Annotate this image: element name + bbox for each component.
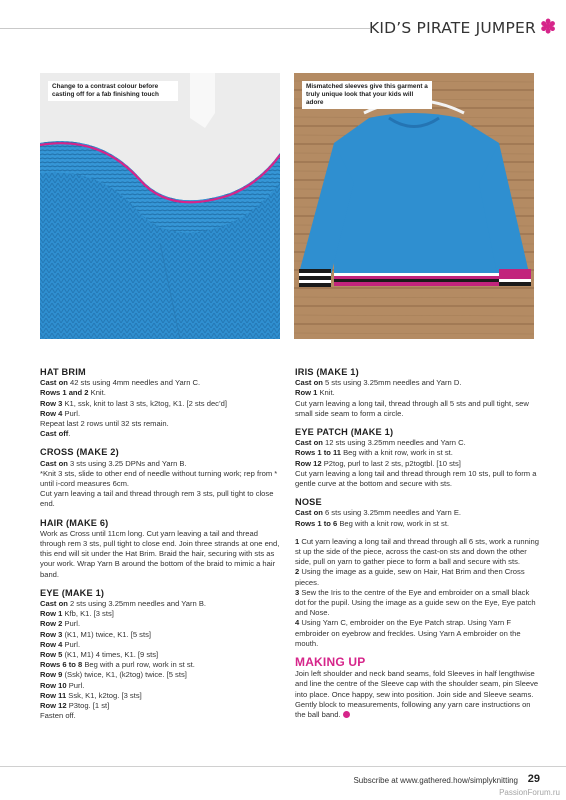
star-icon: ✽	[540, 17, 556, 38]
instruction-line: Row 1 Knit.	[295, 388, 335, 398]
finishing-step: 2 Using the image as a guide, sew on Hair, Hat Brim and then Cross pieces.	[295, 567, 525, 587]
hat-brim-heading: HAT BRIM	[40, 367, 86, 377]
instruction-line: Cast on 2 sts using 3.25mm needles and Yarn B.	[40, 599, 207, 609]
instruction-line: Cast on 3 sts using 3.25 DPNs and Yarn B.	[40, 458, 187, 468]
instruction-line: Row 5 (K1, M1) 4 times, K1. [9 sts]	[40, 650, 159, 660]
instruction-line: Rows 6 to 8 Beg with a purl row, work in st st.	[40, 660, 195, 670]
footer-rule	[0, 766, 566, 767]
finishing-step: 1 Cut yarn leaving a long tail and thread through all 6 sts, work a running st up the side of the piece, across the cast-on sts and down the other side, pull on yarn to gather piece to form a ball and secure with sts.	[295, 536, 540, 567]
finishing-step: 3 Sew the Iris to the centre of the Eye and embroider on a small black dot for the pupil. Using the image as a guide sew on the Eye, Eye patch and Nose.	[295, 587, 536, 618]
instruction-line: Row 10 Purl.	[40, 680, 85, 690]
hair-heading: HAIR (MAKE 6)	[40, 517, 109, 528]
instruction-line: Row 4 Purl.	[40, 639, 81, 649]
instructions-right-column	[295, 367, 540, 720]
header-rule	[0, 28, 370, 29]
photo-caption-right: Mismatched sleeves give this garment a truly unique look that your kids will adore	[302, 81, 432, 109]
instruction-line: Rows 1 to 11 Beg with a knit row, work in st st.	[295, 448, 453, 458]
neckline-closeup-image	[40, 73, 280, 339]
instruction-line: Fasten off.	[40, 711, 76, 721]
photo-caption-left: Change to a contrast colour before casting off for a fab finishing touch	[48, 81, 178, 101]
subscribe-link[interactable]: Subscribe at www.gathered.how/simplyknitting	[353, 776, 518, 785]
eye-patch-heading: EYE PATCH (MAKE 1)	[295, 427, 394, 438]
instruction-line: Row 9 (Ssk) twice, K1, (k2tog) twice. [5 sts]	[40, 670, 187, 680]
instruction-line: Cut yarn leaving a long tail, thread through all 5 sts and pull tight, sew small side seam to form a circle.	[295, 398, 529, 418]
instruction-line: Rows 1 and 2 Knit.	[40, 388, 106, 398]
iris-heading: IRIS (MAKE 1)	[295, 367, 359, 377]
instruction-line: Cast on 6 sts using 3.25mm needles and Yarn E.	[295, 508, 462, 518]
instruction-line: Cast on 12 sts using 3.25mm needles and Yarn C.	[295, 438, 466, 448]
instruction-line: Row 11 Ssk, K1, k2tog. [3 sts]	[40, 690, 142, 700]
instruction-line: Cut yarn leaving a long tail and thread through rem 10 sts, pull to form a gentle curve at the bottom and secure with sts.	[295, 468, 537, 489]
making-up-text: Join left shoulder and neck band seams, fold Sleeves in half lengthwise and line the centre of the Sleeve cap with the shoulder seam, pin Sleeve into place. Once happy, sew into position. Join side and Sleeve seams. Gently block to measurements, following any yarn care instructions on the ball band.	[295, 669, 539, 720]
instruction-line: Row 12 P3tog. [1 st]	[40, 701, 110, 711]
finishing-step: 4 Using Yarn C, embroider on the Eye Patch strap. Using Yarn F embroider on eyebrow and freckles. Using Yarn A embroider on the mouth.	[295, 618, 521, 648]
jumper-hanger-photo	[294, 73, 534, 339]
page-header	[0, 17, 566, 41]
instruction-line: Cut yarn leaving a tail and thread through rem 3 sts, pull tight to close end.	[40, 489, 274, 509]
neckline-closeup-photo	[40, 73, 280, 339]
watermark: PassionForum.ru	[499, 788, 560, 797]
instruction-line: Rows 1 to 6 Beg with a knit row, work in st st.	[295, 518, 450, 528]
hair-instructions: Work as Cross until 11cm long. Cut yarn leaving a tail and thread through rem 3 sts, pull tight to close end. Join three strands at one end, this end will sit under the Hat Brim. Braid the hair, securing with sts as your work. Wrap Yarn B around the bottom of the braid to mimic a hair band.	[40, 528, 280, 579]
cross-heading: CROSS (MAKE 2)	[40, 447, 119, 458]
instructions-left-column	[40, 367, 285, 722]
instruction-line: Row 1 Kfb, K1. [3 sts]	[40, 609, 114, 619]
eye-heading: EYE (MAKE 1)	[40, 587, 105, 598]
jumper-on-hanger-image	[294, 73, 534, 339]
making-up-heading: MAKING UP	[295, 655, 366, 670]
instruction-line: Cast on 42 sts using 4mm needles and Yarn C.	[40, 378, 201, 388]
instruction-line: Row 12 P2tog, purl to last 2 sts, p2togtbl. [10 sts]	[295, 458, 461, 468]
end-mark-icon	[343, 711, 350, 718]
instruction-line: Row 3 (K1, M1) twice, K1. [5 sts]	[40, 629, 151, 639]
instruction-line: Cast off.	[40, 429, 71, 439]
instruction-line: Cast on 5 sts using 3.25mm needles and Yarn D.	[295, 378, 462, 388]
spacer	[295, 529, 540, 537]
pattern-title: KID’S PIRATE JUMPER	[368, 19, 536, 37]
instruction-line: Repeat last 2 rows until 32 sts remain.	[40, 419, 169, 429]
page-number: 29	[527, 773, 540, 785]
instruction-line: *Knit 3 sts, slide to other end of needle without turning work; rep from * until i-cord measures 6cm.	[40, 468, 278, 489]
instruction-line: Row 4 Purl.	[40, 408, 81, 418]
instruction-line: Row 3 K1, ssk, knit to last 3 sts, k2tog, K1. [2 sts dec’d]	[40, 398, 227, 408]
instruction-line: Row 2 Purl.	[40, 619, 81, 629]
nose-heading: NOSE	[295, 497, 322, 508]
